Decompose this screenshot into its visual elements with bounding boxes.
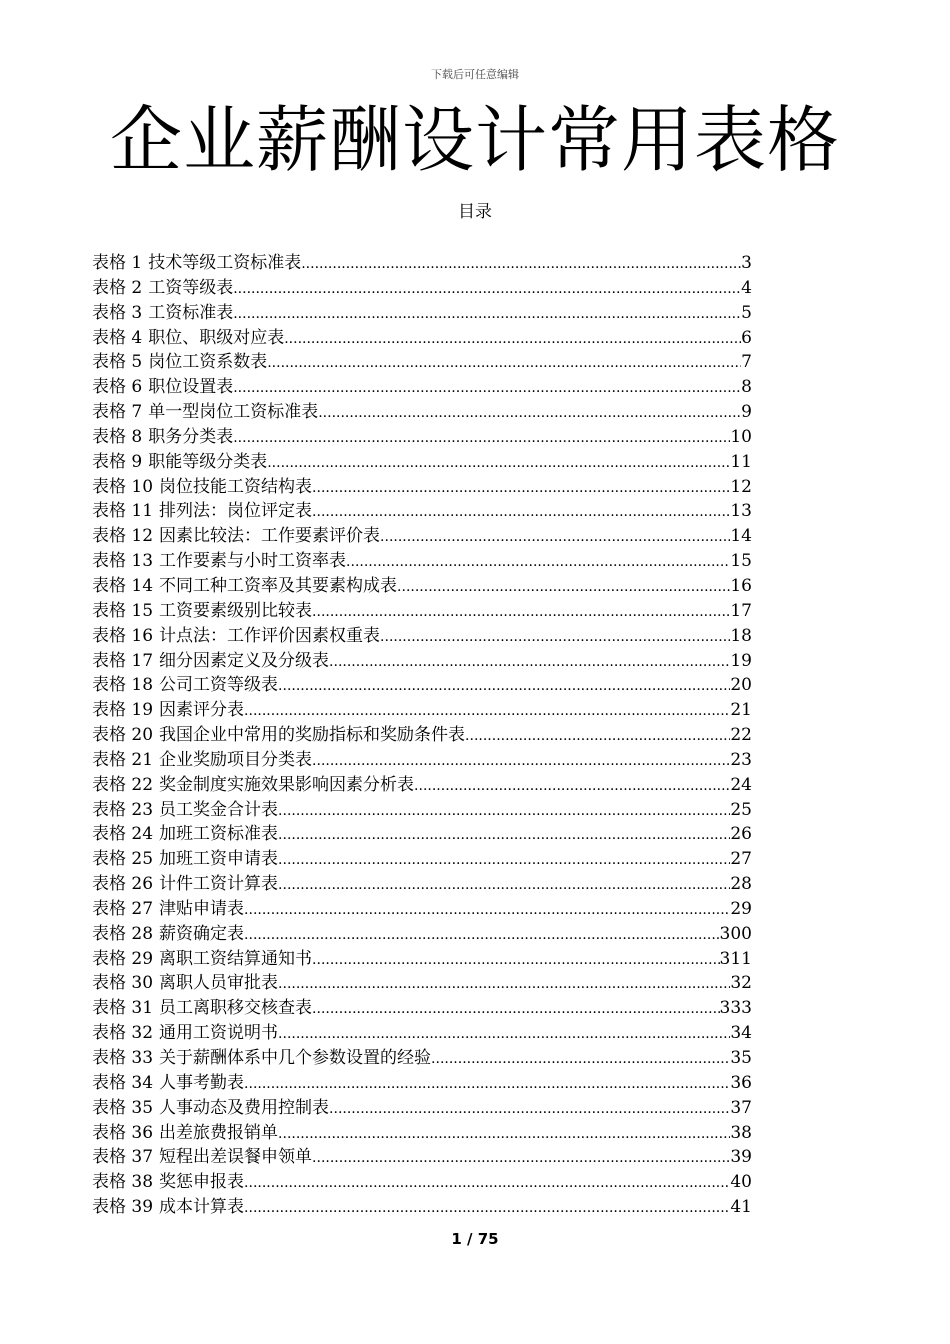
toc-entry[interactable] xyxy=(92,375,752,400)
toc-entry-title: 加班工资申请表 xyxy=(159,849,279,870)
toc-entry-page: 32 xyxy=(730,973,752,994)
toc-leader-dots xyxy=(244,699,730,723)
toc-entry-title: 加班工资标准表 xyxy=(159,824,279,845)
page-current: 1 xyxy=(451,1230,462,1248)
toc-entry-number: 表格 35 xyxy=(92,1097,154,1118)
toc-entry-title: 计件工资计算表 xyxy=(159,874,279,895)
toc-entry-number: 表格 34 xyxy=(92,1072,154,1093)
toc-entry-title: 薪资确定表 xyxy=(159,923,245,944)
toc-entry-title: 短程出差误餐申领单 xyxy=(159,1147,313,1168)
toc-entry-number: 表格 1 xyxy=(92,253,143,273)
toc-entry-number: 表格 11 xyxy=(92,501,154,522)
toc-entry[interactable] xyxy=(92,1145,752,1170)
toc-entry-number: 表格 24 xyxy=(92,824,154,845)
toc-entry[interactable] xyxy=(92,922,752,947)
toc-entry-number: 表格 19 xyxy=(92,700,154,721)
toc-entry-page: 11 xyxy=(730,451,752,472)
toc-entry[interactable] xyxy=(92,1096,752,1121)
toc-leader-dots xyxy=(244,1171,730,1195)
toc-entry-page: 24 xyxy=(730,774,752,795)
page-total: 75 xyxy=(477,1230,499,1248)
toc-entry-title: 职能等级分类表 xyxy=(148,451,268,472)
toc-entry-page: 311 xyxy=(719,948,752,969)
toc-entry-number: 表格 39 xyxy=(92,1197,154,1218)
toc-leader-dots xyxy=(278,823,730,847)
toc-leader-dots xyxy=(278,799,730,823)
toc-leader-dots xyxy=(431,1047,730,1071)
toc-entry-number: 表格 16 xyxy=(92,625,154,646)
toc-entry-page: 41 xyxy=(730,1197,752,1218)
toc-entry-title: 职位设置表 xyxy=(148,377,234,398)
toc-entry[interactable] xyxy=(92,251,752,276)
toc-entry-number: 表格 36 xyxy=(92,1122,154,1143)
toc-leader-dots xyxy=(465,724,730,748)
toc-entry-number: 表格 8 xyxy=(92,426,143,447)
toc-entry-title: 离职人员审批表 xyxy=(159,973,279,994)
toc-leader-dots xyxy=(284,327,741,351)
toc-entry-page: 10 xyxy=(730,426,752,447)
toc-entry-title: 奖金制度实施效果影响因素分析表 xyxy=(159,774,415,795)
page-number xyxy=(0,1230,950,1248)
toc-leader-dots xyxy=(244,898,730,922)
toc-leader-dots xyxy=(233,376,741,400)
toc-leader-dots xyxy=(329,1097,730,1121)
toc-entry-page: 20 xyxy=(730,675,752,696)
toc-leader-dots xyxy=(278,674,730,698)
toc-entry-number: 表格 20 xyxy=(92,725,154,746)
toc-leader-dots xyxy=(414,774,730,798)
toc-entry[interactable] xyxy=(92,599,752,624)
toc-entry-page: 40 xyxy=(730,1172,752,1193)
toc-leader-dots xyxy=(380,625,730,649)
toc-entry[interactable] xyxy=(92,1195,752,1220)
toc-entry-page: 39 xyxy=(730,1147,752,1168)
toc-entry-title: 职务分类表 xyxy=(148,426,234,447)
toc-entry-page: 12 xyxy=(730,476,752,497)
toc-entry[interactable] xyxy=(92,1170,752,1195)
toc-leader-dots xyxy=(301,252,741,276)
toc-entry-page: 13 xyxy=(730,501,752,522)
toc-entry-title: 单一型岗位工资标准表 xyxy=(148,402,319,423)
toc-entry-number: 表格 23 xyxy=(92,799,154,820)
toc-entry-page: 27 xyxy=(730,849,752,870)
toc-entry-page: 333 xyxy=(719,998,752,1019)
toc-entry-number: 表格 26 xyxy=(92,874,154,895)
toc-leader-dots xyxy=(380,525,730,549)
toc-entry-page: 23 xyxy=(730,749,752,770)
toc-entry-title: 我国企业中常用的奖励指标和奖励条件表 xyxy=(159,725,466,746)
toc-entry-page: 29 xyxy=(730,898,752,919)
toc-entry-number: 表格 4 xyxy=(92,327,143,348)
toc-entry[interactable] xyxy=(92,350,752,375)
page-separator: / xyxy=(467,1230,473,1248)
toc-entry-page: 37 xyxy=(730,1097,752,1118)
toc-leader-dots xyxy=(312,600,730,624)
toc-entry-page: 7 xyxy=(741,352,752,373)
toc-entry-number: 表格 33 xyxy=(92,1048,154,1068)
toc-entry[interactable] xyxy=(92,301,752,326)
toc-entry-title: 离职工资结算通知书 xyxy=(159,948,313,969)
toc-entry[interactable] xyxy=(92,499,752,524)
toc-entry-page: 16 xyxy=(730,575,752,596)
toc-entry-title: 细分因素定义及分级表 xyxy=(159,650,330,671)
toc-entry[interactable] xyxy=(92,624,752,649)
toc-entry-page: 19 xyxy=(730,650,752,671)
toc-leader-dots xyxy=(312,500,730,524)
toc-entry-page: 21 xyxy=(730,700,752,721)
toc-entry-page: 6 xyxy=(741,327,752,348)
toc-entry-page: 35 xyxy=(730,1048,752,1068)
toc-entry-title: 津贴申请表 xyxy=(159,898,245,919)
toc-entry-page: 5 xyxy=(741,302,752,323)
toc-leader-dots xyxy=(312,476,730,500)
toc-entry-page: 300 xyxy=(719,923,752,944)
toc-entry-number: 表格 13 xyxy=(92,551,154,572)
toc-leader-dots xyxy=(278,848,730,872)
toc-entry-title: 人事考勤表 xyxy=(159,1072,245,1093)
toc-entry[interactable] xyxy=(92,798,752,823)
toc-entry-title: 职位、职级对应表 xyxy=(148,327,285,348)
toc-entry-number: 表格 30 xyxy=(92,973,154,994)
toc-entry[interactable] xyxy=(92,549,752,574)
toc-entry-title: 因素评分表 xyxy=(159,700,245,721)
toc-entry[interactable] xyxy=(92,524,752,549)
toc-entry-title: 奖惩申报表 xyxy=(159,1172,245,1193)
toc-entry-title: 排列法：岗位评定表 xyxy=(159,501,313,522)
toc-leader-dots xyxy=(278,873,730,897)
toc-entry-page: 3 xyxy=(741,253,752,273)
toc-entry-number: 表格 3 xyxy=(92,302,143,323)
toc-entry[interactable] xyxy=(92,574,752,599)
toc-entry-title: 公司工资等级表 xyxy=(159,675,279,696)
toc-entry-number: 表格 7 xyxy=(92,402,143,423)
toc-entry-page: 15 xyxy=(730,551,752,572)
toc-entry-page: 38 xyxy=(730,1122,752,1143)
toc-entry[interactable] xyxy=(92,475,752,500)
toc-leader-dots xyxy=(244,923,720,947)
toc-entry-title: 工资标准表 xyxy=(148,302,234,323)
toc-entry-title: 工资等级表 xyxy=(148,277,234,298)
toc-entry-title: 不同工种工资率及其要素构成表 xyxy=(159,575,398,596)
toc-entry[interactable] xyxy=(92,996,752,1021)
toc-leader-dots xyxy=(397,575,730,599)
toc-entry[interactable] xyxy=(92,947,752,972)
toc-entry-title: 关于薪酬体系中几个参数设置的经验 xyxy=(159,1048,432,1068)
toc-leader-dots xyxy=(244,1196,730,1220)
toc-entry[interactable] xyxy=(92,897,752,922)
toc-entry-number: 表格 5 xyxy=(92,352,143,373)
toc-entry-title: 人事动态及费用控制表 xyxy=(159,1097,330,1118)
toc-leader-dots xyxy=(233,426,730,450)
toc-entry-number: 表格 22 xyxy=(92,774,154,795)
toc-entry-page: 22 xyxy=(730,725,752,746)
header-note: 下载后可任意编辑 xyxy=(431,68,519,81)
toc-entry-page: 17 xyxy=(730,600,752,621)
toc-entry-number: 表格 14 xyxy=(92,575,154,596)
toc-entry-title: 员工奖金合计表 xyxy=(159,799,279,820)
toc-leader-dots xyxy=(312,749,730,773)
toc-leader-dots xyxy=(233,302,741,326)
toc-entry[interactable] xyxy=(92,723,752,748)
toc-entry-page: 4 xyxy=(741,277,752,298)
toc-entry-title: 出差旅费报销单 xyxy=(159,1122,279,1143)
toc-entry-number: 表格 32 xyxy=(92,1023,154,1044)
toc-entry-number: 表格 10 xyxy=(92,476,154,497)
toc-entry-page: 34 xyxy=(730,1023,752,1044)
toc-leader-dots xyxy=(312,997,720,1021)
toc-entry[interactable] xyxy=(92,400,752,425)
toc-entry-title: 因素比较法：工作要素评价表 xyxy=(159,526,381,547)
toc-entry-number: 表格 6 xyxy=(92,377,143,398)
toc-entry[interactable] xyxy=(92,1021,752,1046)
toc-heading: 目录 xyxy=(458,202,492,222)
toc-entry-title: 通用工资说明书 xyxy=(159,1023,279,1044)
toc-entry[interactable] xyxy=(92,847,752,872)
toc-entry-number: 表格 12 xyxy=(92,526,154,547)
toc-leader-dots xyxy=(278,972,730,996)
table-of-contents xyxy=(92,251,752,1220)
toc-leader-dots xyxy=(278,1122,730,1146)
toc-entry[interactable] xyxy=(92,649,752,674)
toc-entry-title: 岗位技能工资结构表 xyxy=(159,476,313,497)
toc-leader-dots xyxy=(318,401,741,425)
toc-entry-number: 表格 18 xyxy=(92,675,154,696)
toc-entry-title: 计点法：工作评价因素权重表 xyxy=(159,625,381,646)
toc-entry-page: 25 xyxy=(730,799,752,820)
toc-entry-page: 8 xyxy=(741,377,752,398)
toc-entry[interactable] xyxy=(92,748,752,773)
toc-entry-page: 18 xyxy=(730,625,752,646)
document-title: 企业薪酬设计常用表格 xyxy=(109,98,840,182)
toc-entry[interactable] xyxy=(92,773,752,798)
toc-entry[interactable] xyxy=(92,276,752,301)
toc-entry-page: 36 xyxy=(730,1072,752,1093)
toc-entry[interactable] xyxy=(92,698,752,723)
toc-leader-dots xyxy=(267,451,730,475)
toc-entry-title: 技术等级工资标准表 xyxy=(148,253,302,273)
toc-entry[interactable] xyxy=(92,1121,752,1146)
toc-entry[interactable] xyxy=(92,971,752,996)
toc-entry-number: 表格 38 xyxy=(92,1172,154,1193)
toc-entry-number: 表格 27 xyxy=(92,898,154,919)
toc-leader-dots xyxy=(278,1022,730,1046)
toc-entry-title: 工资要素级别比较表 xyxy=(159,600,313,621)
toc-entry[interactable] xyxy=(92,450,752,475)
toc-entry-title: 企业奖励项目分类表 xyxy=(159,749,313,770)
toc-entry-title: 工作要素与小时工资率表 xyxy=(159,551,347,572)
toc-entry-number: 表格 25 xyxy=(92,849,154,870)
toc-entry-page: 26 xyxy=(730,824,752,845)
toc-entry-title: 成本计算表 xyxy=(159,1197,245,1218)
toc-entry[interactable] xyxy=(92,1071,752,1096)
toc-leader-dots xyxy=(312,948,720,972)
toc-leader-dots xyxy=(233,277,741,301)
toc-leader-dots xyxy=(244,1072,730,1096)
toc-entry-page: 28 xyxy=(730,874,752,895)
toc-entry-number: 表格 37 xyxy=(92,1147,154,1168)
toc-entry-number: 表格 29 xyxy=(92,948,154,969)
toc-entry-number: 表格 17 xyxy=(92,650,154,671)
toc-entry-number: 表格 2 xyxy=(92,277,143,298)
toc-leader-dots xyxy=(329,650,730,674)
toc-entry[interactable] xyxy=(92,673,752,698)
toc-entry[interactable] xyxy=(92,326,752,351)
toc-entry-title: 岗位工资系数表 xyxy=(148,352,268,373)
toc-entry-number: 表格 21 xyxy=(92,749,154,770)
toc-leader-dots xyxy=(346,550,730,574)
toc-entry[interactable] xyxy=(92,872,752,897)
toc-entry-page: 9 xyxy=(741,402,752,423)
toc-leader-dots xyxy=(312,1146,730,1170)
toc-entry-number: 表格 15 xyxy=(92,600,154,621)
toc-entry-number: 表格 31 xyxy=(92,998,154,1019)
toc-entry-number: 表格 28 xyxy=(92,923,154,944)
toc-entry[interactable] xyxy=(92,425,752,450)
toc-entry-page: 14 xyxy=(730,526,752,547)
toc-entry[interactable] xyxy=(92,822,752,847)
toc-entry[interactable] xyxy=(92,1046,752,1071)
toc-entry-title: 员工离职移交核查表 xyxy=(159,998,313,1019)
toc-leader-dots xyxy=(267,351,741,375)
toc-entry-number: 表格 9 xyxy=(92,451,143,472)
